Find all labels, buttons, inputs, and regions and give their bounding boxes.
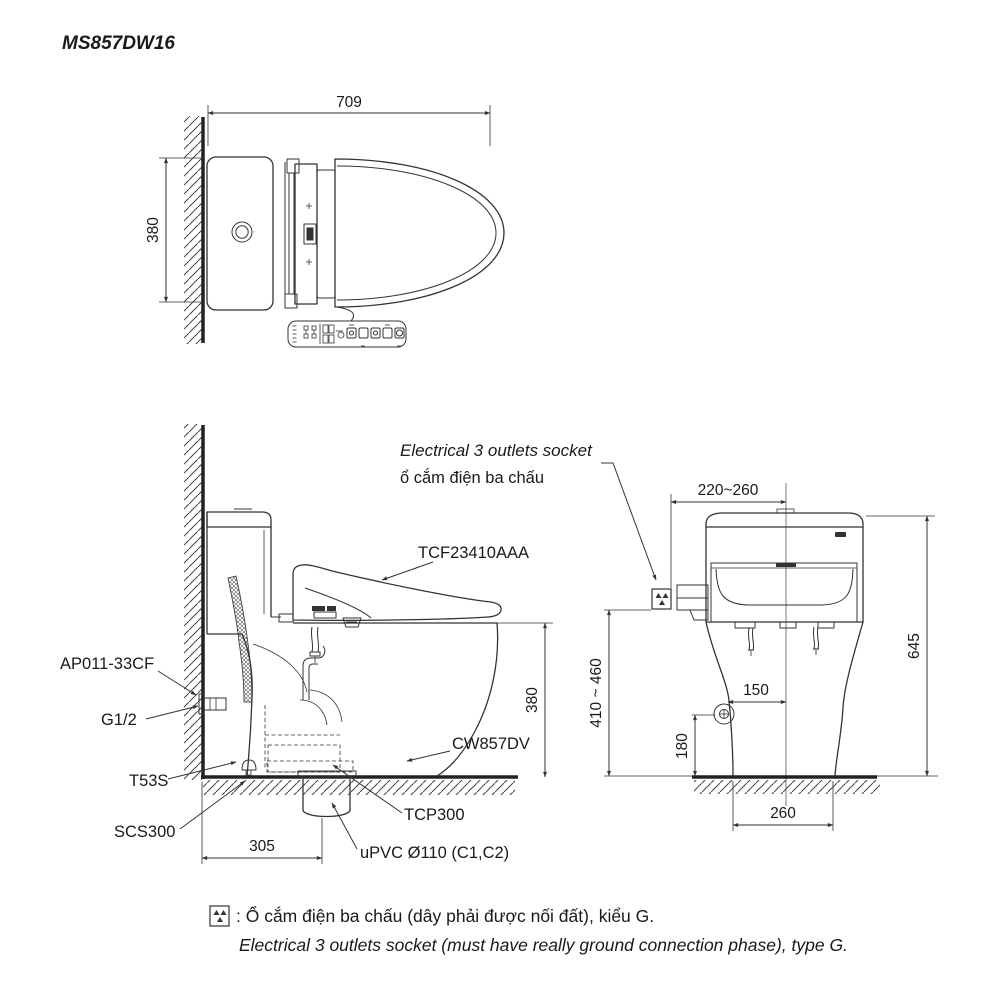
label-drain-pipe: uPVC Ø110 (C1,C2) bbox=[360, 844, 510, 862]
front-view bbox=[588, 482, 938, 831]
toto-logo bbox=[835, 532, 846, 537]
dim-label-180: 180 bbox=[674, 733, 691, 759]
dim-label-380-top: 380 bbox=[145, 217, 162, 243]
tank-button-inner bbox=[236, 226, 248, 238]
tank-front bbox=[706, 509, 863, 622]
dim-label-380-side: 380 bbox=[524, 687, 541, 713]
dimension-socket-height bbox=[588, 610, 651, 776]
label-supply-model: AP011-33CF bbox=[60, 655, 155, 673]
label-socket-flange: SCS300 bbox=[114, 823, 176, 841]
label-bolt-cap: T53S bbox=[129, 772, 169, 790]
floor-hatch bbox=[203, 780, 515, 795]
leader-socket bbox=[601, 463, 656, 580]
sensor-window bbox=[307, 228, 314, 241]
dim-label-410-460: 410 ~ 460 bbox=[588, 658, 605, 728]
socket-icon bbox=[652, 589, 671, 609]
footnote-line-vi: : Ổ cắm điện ba chấu (dây phải được nối đất), kiểu G. bbox=[236, 906, 655, 926]
supply-inlet bbox=[714, 704, 734, 724]
tank-button-outer bbox=[232, 222, 252, 242]
dimension-rim-height-380 bbox=[497, 623, 553, 777]
label-thread-size: G1/2 bbox=[101, 711, 137, 729]
lid-outline bbox=[335, 159, 504, 307]
bolt-cap bbox=[242, 760, 256, 775]
lid-inner-line bbox=[337, 166, 496, 300]
dimension-total-height bbox=[866, 516, 935, 776]
dim-label-709: 709 bbox=[336, 94, 362, 111]
label-bowl-model: CW857DV bbox=[452, 735, 530, 753]
remote-control bbox=[288, 321, 406, 347]
dim-label-305: 305 bbox=[249, 838, 275, 855]
leader-drain-pipe bbox=[332, 803, 357, 849]
dimension-depth-709 bbox=[208, 94, 490, 146]
dim-label-150: 150 bbox=[743, 682, 769, 699]
washlet-top-body bbox=[295, 164, 335, 304]
wall-hatch bbox=[184, 116, 202, 344]
dimension-supply-height bbox=[674, 715, 715, 776]
power-cord-box bbox=[677, 585, 708, 620]
pedestal-front bbox=[706, 622, 863, 776]
dim-label-645: 645 bbox=[906, 633, 923, 659]
side-view bbox=[60, 424, 656, 864]
leader-washlet bbox=[382, 562, 433, 580]
label-socket-en: Electrical 3 outlets socket bbox=[400, 441, 592, 460]
filler-tube bbox=[303, 646, 325, 700]
label-socket-vi: ổ cắm điện ba chấu bbox=[400, 469, 545, 487]
washlet-side bbox=[279, 565, 501, 663]
leader-bowl bbox=[407, 751, 450, 761]
remote-cord bbox=[337, 307, 354, 321]
dimension-supply-offset bbox=[728, 682, 786, 702]
tank-top-outline bbox=[207, 157, 273, 310]
footnote-line-en: Electrical 3 outlets socket (must have really ground connection phase), type G. bbox=[239, 935, 848, 955]
dimension-socket-offset bbox=[671, 482, 786, 588]
drawing-title: MS857DW16 bbox=[62, 33, 175, 54]
dim-label-260: 260 bbox=[770, 805, 796, 822]
floor-hatch bbox=[694, 780, 880, 794]
seat-hinge bbox=[285, 159, 299, 308]
dim-label-220-260: 220~260 bbox=[697, 482, 759, 499]
top-view bbox=[145, 94, 504, 347]
side-view-labels bbox=[60, 441, 656, 862]
wall-hatch bbox=[184, 424, 202, 780]
under-tank-fittings bbox=[735, 622, 834, 656]
footnote bbox=[210, 905, 848, 955]
flush-channel-section bbox=[228, 576, 252, 702]
label-washlet-model: TCF23410AAA bbox=[418, 544, 529, 562]
socket-icon bbox=[210, 906, 229, 926]
bowl-side bbox=[242, 623, 498, 776]
label-flange-model: TCP300 bbox=[404, 806, 465, 824]
